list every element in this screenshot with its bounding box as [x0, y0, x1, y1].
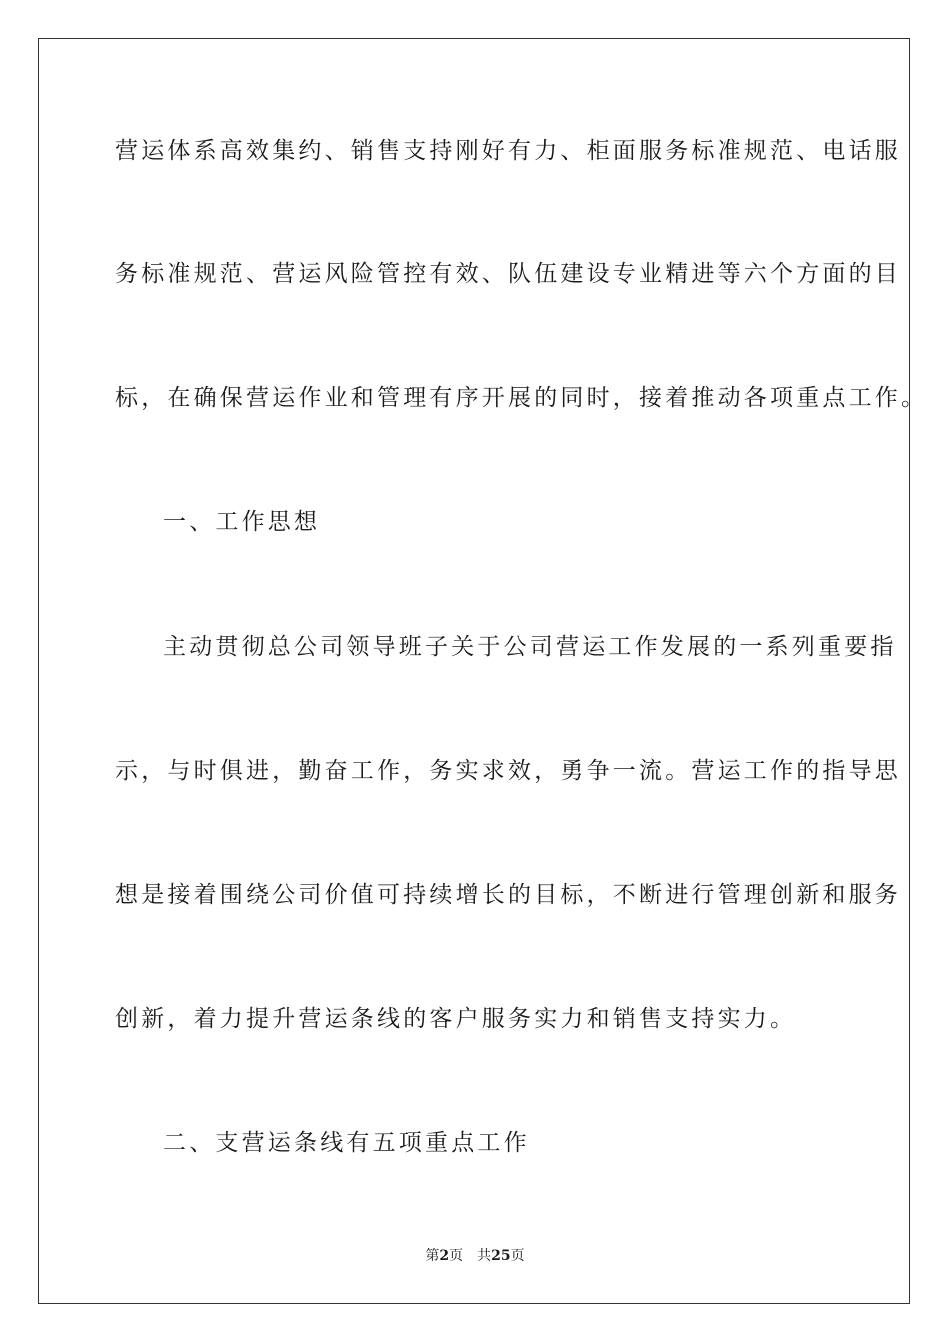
body-line-1: 营运体系高效集约、销售支持刚好有力、柜面服务标准规范、电话服	[115, 138, 901, 164]
page-border	[38, 38, 928, 1304]
body-line-3: 标，在确保营运作业和管理有序开展的同时，接着推动各项重点工作。	[115, 385, 928, 411]
body-line-7: 想是接着围绕公司价值可持续增长的目标，不断进行管理创新和服务	[115, 882, 901, 908]
page-number: 2	[439, 1248, 450, 1264]
section-heading-2: 二、支营运条线有五项重点工作	[163, 1130, 530, 1156]
section-heading-1: 一、工作思想	[163, 509, 321, 535]
page-footer	[0, 1246, 950, 1266]
total-suffix: 页	[510, 1248, 525, 1264]
body-line-5: 主动贯彻总公司领导班子关于公司营运工作发展的一系列重要指	[163, 634, 897, 660]
body-line-6: 示，与时俱进，勤奋工作，务实求效，勇争一流。营运工作的指导思	[115, 758, 901, 784]
page-prefix: 第	[425, 1248, 440, 1264]
body-line-2: 务标准规范、营运风险管控有效、队伍建设专业精进等六个方面的目	[115, 261, 901, 287]
total-pages: 25	[491, 1248, 511, 1264]
total-prefix: 共	[477, 1248, 492, 1264]
body-line-8: 创新，着力提升营运条线的客户服务实力和销售支持实力。	[115, 1006, 797, 1032]
page-suffix: 页	[449, 1248, 464, 1264]
